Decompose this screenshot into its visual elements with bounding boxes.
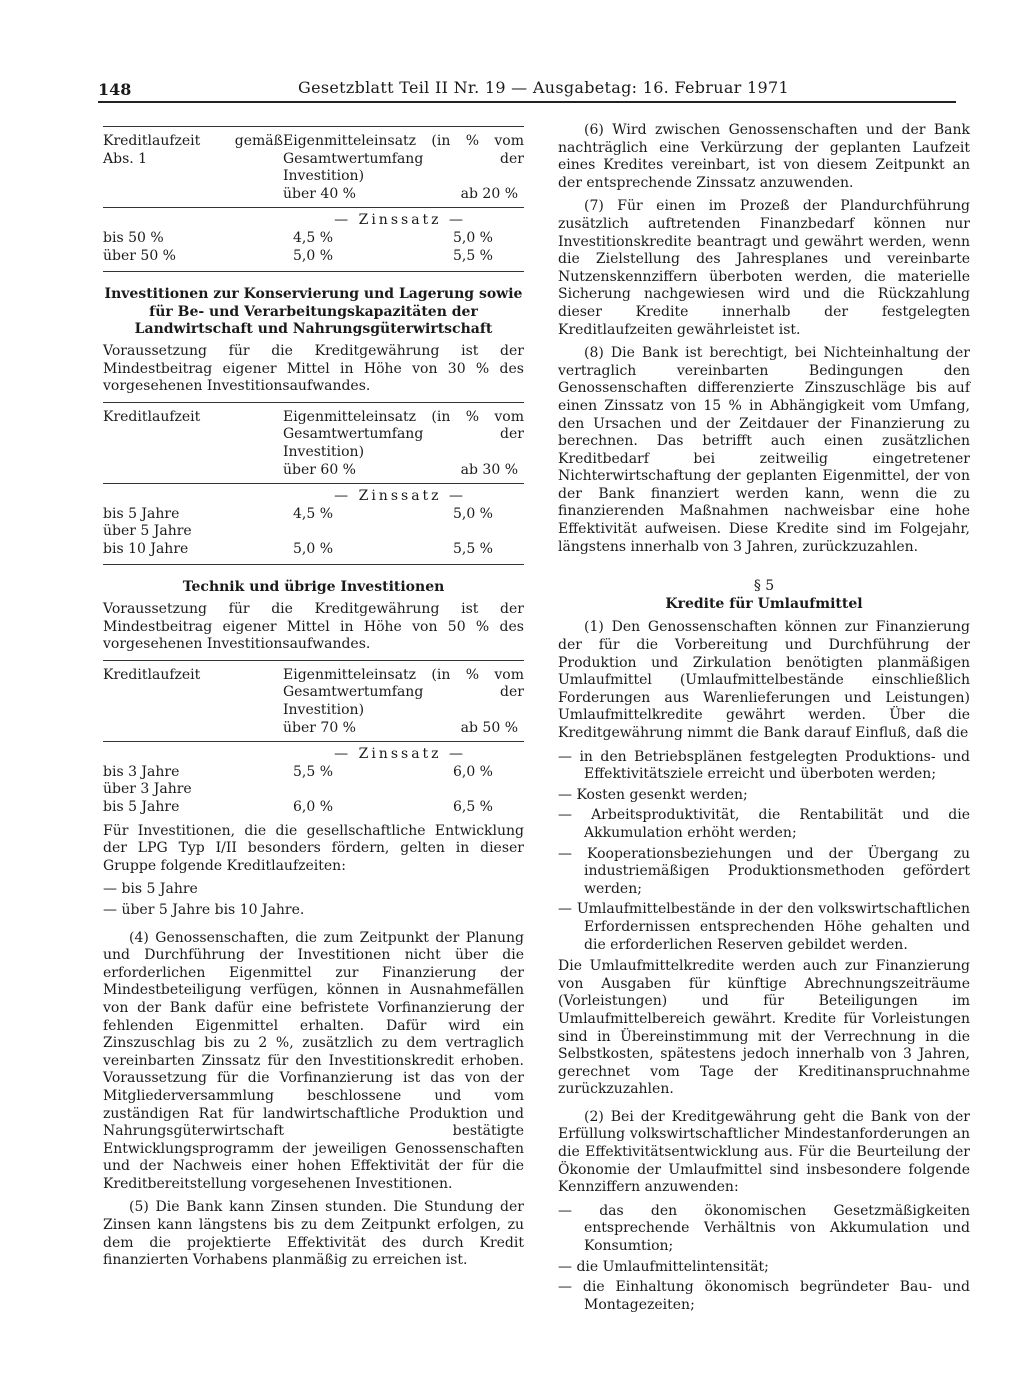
list-item: — über 5 Jahre bis 10 Jahre. [103,901,305,918]
table-rule [103,207,524,208]
row-label: bis 5 Jahre [103,799,180,815]
row-label: über 5 Jahre [103,523,192,540]
list-item: — das den ökonomischen Gesetzmäßigkeiten entsprechende Verhältnis von Akkumulation und Konsumtion; [558,1202,970,1255]
table-row [103,248,524,266]
paragraph-7: (7) Für einen im Prozeß der Plandurchführung zusätzlich auftretenden Finanzbedarf können nur Investitionskredite beantragt und gewährt werden, wenn die Zielstellung des Jahresplanes und vereinbarte Nutzenskennziffern überboten werden, die materielle Sicherung nachgewiesen wird und die Rückzahlung dieser Kredite innerhalb der festgelegten Kreditlaufzeiten gewährleistet ist. [558,198,970,338]
term-label: Kreditlaufzeit [103,408,201,425]
zinssatz-label: — Zinssatz — [334,212,466,229]
row-value: 5,0 % [293,540,334,557]
list-item: — in den Betriebsplänen festgelegten Produktions- und Effektivitätsziele erreicht und überboten werden; [558,748,970,783]
page-header [98,74,956,104]
row-value: 5,0 % [452,229,493,246]
section-title: Investitionen zur Konservierung und Lagerung sowie für Be- und Verarbeitungskapazitäten der Landwirtschaft und Nahrungsgüterwirtschaft [104,286,523,338]
row-value [413,781,493,799]
section5-paragraph-1: (1) Den Genossenschaften können zur Finanzierung der für die Vorbereitung und Durchführung der Produktion und Zirkulation benötigten planmäßigen Umlaufmittel (Umlaufmittelbestände einschließlich Forderungen aus Warenlieferungen und Leistungen) Umlaufmittelkredite gewährt werden. Über die Kreditgewährung nimmt die Bank darauf Einfluß, daß die [558,619,970,741]
row-label: über 3 Jahre [103,781,192,798]
table-rule [103,402,524,403]
section-number: § 5 [753,578,775,595]
equity-col2: ab 50 % [460,719,518,736]
table-row [103,764,524,782]
table-rule [103,483,524,484]
table-rule [103,741,524,742]
section-title: Kredite für Umlaufmittel [665,595,863,612]
section5-paragraph-1-cont: Die Umlaufmittelkredite werden auch zur Finanzierung von Ausgaben für künftige Abrechnungszeiträume (Vorleistungen) und für Beteiligungen im Umlaufmittelbereich gewährt. Kredite für Vorleistungen sind in Übereinstimmung mit der Verrechnung in die Selbstkosten, spätestens jedoch innerhalb von 3 Jahren, gerechnet vom Tage der Kreditinanspruchnahme zurückzuzahlen. [558,958,970,1098]
list-item: — Kosten gesenkt werden; [558,786,748,803]
paragraph-6: (6) Wird zwischen Genossenschaften und der Bank nachträglich eine Verkürzung der geplanten Laufzeit eines Kredites vereinbart, ist von diesem Zeitpunkt an der entsprechende Zinssatz anzuwenden. [558,122,970,191]
row-label: bis 3 Jahre [103,763,180,780]
credit-table-2 [103,409,524,559]
row-value: 5,5 % [452,540,493,557]
table-row [103,523,524,541]
section-title: Technik und übrige Investitionen [182,579,445,596]
table-row [103,781,524,799]
table-row [103,541,524,559]
equity-col2: ab 20 % [460,185,518,202]
list-item: — die Einhaltung ökonomisch begründeter Bau- und Montagezeiten; [558,1279,970,1313]
row-value: 4,5 % [293,229,334,246]
term-label: Kreditlaufzeit gemäß Abs. 1 [103,133,283,167]
row-value: 5,5 % [293,763,334,780]
header-rule [98,101,956,103]
paragraph-8: (8) Die Bank ist berechtigt, bei Nichteinhaltung der vertraglich vereinbarten Bedingungen den Genossenschaften differenzierte Zinszuschläge bis auf einen Zinssatz von 15 % in Abhängigkeit vom Umfang, den Ursachen und der Zeitdauer der Finanzierung zu berechnen. Das betrifft auch einen zusätzlichen Kreditbedarf bei zeitweilig eingetretener Nichterwirtschaftung der geplanten Eigenmittel, der von der Bank finanziert werden kann, wenn die zu finanzierenden Maßnahmen nachweisbar eine hohe Effektivität aufweisen. Diese Kredite sind im Folgejahr, längstens innerhalb von 3 Jahren, zurückzuzahlen. [558,345,970,555]
equity-col1: über 60 % [283,461,356,478]
list-item: — bis 5 Jahre [103,881,198,898]
term-label: Kreditlaufzeit [103,666,201,683]
section-text: Voraussetzung für die Kreditgewährung ist der Mindestbeitrag eigener Mittel in Höhe von 30 % des vorgesehenen Investitionsaufwandes. [103,342,524,395]
table-rule [103,126,524,127]
equity-col2: ab 30 % [460,461,518,478]
credit-table-1 [103,133,524,265]
table-rule [103,660,524,661]
row-label: bis 5 Jahre [103,505,180,522]
table-row [103,506,524,524]
zinssatz-label: — Zinssatz — [334,746,466,763]
list-item: — Arbeitsproduktivität, die Rentabilität und die Akkumulation erhöht werden; [558,807,970,841]
list-item: — Kooperationsbeziehungen und der Übergang zu industriemäßigen Produktionsmethoden gefördert werden; [558,845,970,897]
equity-col1: über 70 % [283,719,356,736]
equity-label: Eigenmitteleinsatz (in % vom Gesamtwertumfang der Investition) [283,133,524,185]
row-label: über 50 % [103,247,176,264]
paragraph-5: (5) Die Bank kann Zinsen stunden. Die Stundung der Zinsen kann längstens bis zu dem Zeitpunkt erfolgen, zu dem die projektierte Effektivität des durch Kredit finanzierten Vorhabens planmäßig zu erreichen ist. [103,1199,524,1269]
row-value [293,781,413,799]
table-rule [103,564,524,565]
table-rule [103,271,524,272]
left-column [103,122,524,1276]
table-row [103,230,524,248]
row-value [293,523,413,541]
row-label: bis 50 % [103,229,164,246]
row-value: 5,0 % [293,247,334,264]
section-text: Voraussetzung für die Kreditgewährung ist der Mindestbeitrag eigener Mittel in Höhe von 50 % des vorgesehenen Investitionsaufwandes. [103,601,524,653]
section5-paragraph-2: (2) Bei der Kreditgewährung geht die Bank von der Erfüllung volkswirtschaftlicher Mindestanforderungen an die Effektivitätsentwicklung aus. Für die Beurteilung der Ökonomie der Umlaufmittel sind insbesondere folgende Kennziffern anzuwenden: [558,1108,970,1196]
row-value: 5,0 % [452,505,493,522]
equity-label: Eigenmitteleinsatz (in % vom Gesamtwertumfang der Investition) [283,408,524,460]
running-head: Gesetzblatt Teil II Nr. 19 — Ausgabetag: 16. Februar 1971 [298,78,789,97]
row-value: 6,0 % [293,799,334,815]
page-number: 148 [98,80,132,99]
list-item: — Umlaufmittelbestände in der den volkswirtschaftlichen Erfordernissen entsprechenden Höhe gehalten und die erforderlichen Reserven gebildet werden. [558,901,970,953]
credit-table-3 [103,667,524,817]
row-value: 5,5 % [452,247,493,264]
equity-label: Eigenmitteleinsatz (in % vom Gesamtwertumfang der Investition) [283,666,524,719]
zinssatz-label: — Zinssatz — [334,488,466,505]
row-label: bis 10 Jahre [103,540,189,557]
equity-col1: über 40 % [283,185,356,202]
paragraph-4: (4) Genossenschaften, die zum Zeitpunkt der Planung und Durchführung der Investitionen nicht über die erforderlichen Eigenmittel zur Finanzierung der Mindestbeteiligung verfügen, können in Ausnahmefällen von der Bank dafür eine befristete Vorfinanzierung der fehlenden Eigenmittel erhalten. Dafür wird ein Zinszuschlag bis zu 2 %, zusätzlich zu dem vertraglich vereinbarten Zinssatz für den Investitionskredit erhoben. Voraussetzung für die Vorfinanzierung ist das von der Mitgliederversammlung beschlossene und vom zuständigen Rat für landwirtschaftliche Produktion und Nahrungsgüterwirtschaft bestätigte Entwicklungsprogramm der jeweiligen Genossenschaften und der Nachweis einer hohen Effektivität der für die Kreditbereitstellung vorgesehenen Investitionen. [103,929,524,1192]
lpg-paragraph: Für Investitionen, die die gesellschaftliche Entwicklung der LPG Typ I/II besonders fördern, gelten in dieser Gruppe folgende Kreditlaufzeiten: [103,822,524,874]
table-row [103,799,524,817]
right-column [558,122,970,1317]
row-value [413,523,493,541]
row-value: 6,5 % [452,799,493,815]
list-item: — die Umlaufmittelintensität; [558,1258,769,1275]
row-value: 4,5 % [293,505,334,522]
row-value: 6,0 % [452,763,493,780]
